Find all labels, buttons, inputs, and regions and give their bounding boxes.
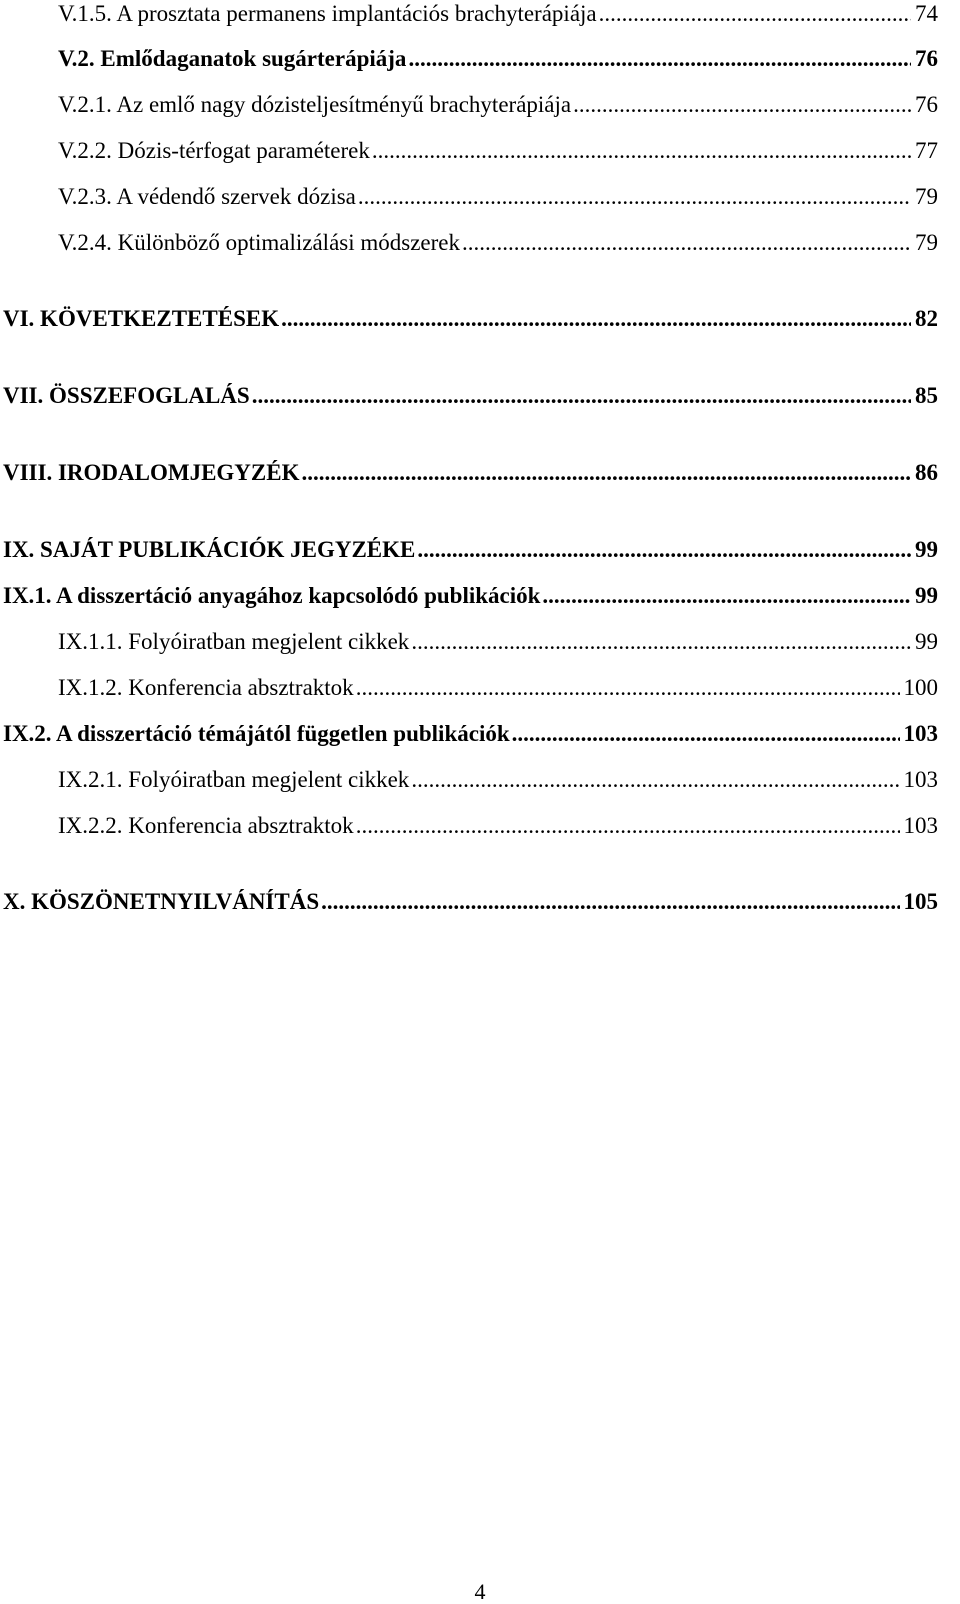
toc-entry: [58, 674, 938, 702]
toc-entry-title: IX.1. A disszertáció anyagához kapcsolódó publikációk: [3, 583, 541, 608]
toc-entry-page: 79: [915, 230, 938, 255]
toc-entry-title: X. KÖSZÖNETNYILVÁNÍTÁS: [3, 889, 320, 914]
toc-entry-page: 99: [915, 629, 938, 654]
toc-entry: [3, 459, 938, 487]
toc-entry: [58, 45, 938, 73]
toc-leader-dots: [512, 720, 900, 748]
toc-entry-title: IX.2.1. Folyóiratban megjelent cikkek: [58, 767, 410, 792]
toc-leader-dots: [281, 305, 911, 333]
toc-entry: [58, 229, 938, 257]
toc-entry: [58, 766, 938, 794]
toc-leader-dots: [599, 0, 911, 28]
toc-entry-title: V.2. Emlődaganatok sugárterápiája: [58, 46, 407, 71]
toc-entry: [58, 628, 938, 656]
toc-leader-dots: [372, 137, 911, 165]
toc-entry-title: VI. KÖVETKEZTETÉSEK: [3, 306, 280, 331]
toc-leader-dots: [252, 382, 911, 410]
toc-leader-dots: [411, 628, 911, 656]
page-number: 4: [474, 1579, 486, 1604]
toc-entry: [58, 183, 938, 211]
toc-entry: [58, 0, 938, 28]
toc-entry-page: 82: [915, 306, 938, 331]
toc-entry-page: 103: [903, 813, 938, 838]
toc-entry-title: IX.2.2. Konferencia absztraktok: [58, 813, 354, 838]
toc-entry: [58, 91, 938, 119]
toc-entry-title: V.2.1. Az emlő nagy dózisteljesítményű brachyterápiája: [58, 92, 572, 117]
toc-entry-title: V.2.2. Dózis-térfogat paraméterek: [58, 138, 370, 163]
toc-entry-title: IX.1.1. Folyóiratban megjelent cikkek: [58, 629, 410, 654]
toc-entry-title: VII. ÖSSZEFOGLALÁS: [3, 383, 250, 408]
toc-entry: [58, 812, 938, 840]
toc-entry: [3, 382, 938, 410]
toc-entry-title: IX.1.2. Konferencia absztraktok: [58, 675, 354, 700]
toc-entry-title: V.2.4. Különböző optimalizálási módszerek: [58, 230, 460, 255]
toc-leader-dots: [301, 459, 911, 487]
toc-leader-dots: [462, 229, 911, 257]
toc-entry-title: IX. SAJÁT PUBLIKÁCIÓK JEGYZÉKE: [3, 537, 416, 562]
toc-entry-title: V.2.3. A védendő szervek dózisa: [58, 184, 356, 209]
toc-entry-page: 74: [915, 1, 938, 26]
toc-entry: [58, 137, 938, 165]
toc-leader-dots: [542, 582, 911, 610]
toc-entry-title: V.1.5. A prosztata permanens implantációs brachyterápiája: [58, 1, 597, 26]
toc-leader-dots: [573, 91, 911, 119]
toc-leader-dots: [417, 536, 911, 564]
toc-leader-dots: [321, 888, 899, 916]
toc-entry-page: 99: [915, 583, 938, 608]
toc-entry-page: 86: [915, 460, 938, 485]
toc-leader-dots: [408, 45, 911, 73]
toc-leader-dots: [411, 766, 899, 794]
toc-entry: [3, 888, 938, 916]
toc-entry-page: 77: [915, 138, 938, 163]
toc-entry-page: 100: [903, 675, 938, 700]
toc-entry-page: 76: [915, 92, 938, 117]
toc-entry-page: 103: [903, 767, 938, 792]
toc-leader-dots: [358, 183, 911, 211]
toc-leader-dots: [356, 674, 900, 702]
toc-entry-page: 79: [915, 184, 938, 209]
toc-entry-title: IX.2. A disszertáció témájától független publikációk: [3, 721, 510, 746]
toc-entry: [3, 720, 938, 748]
toc-entry: [3, 305, 938, 333]
toc-entry-page: 85: [915, 383, 938, 408]
toc-entry-page: 76: [915, 46, 938, 71]
toc-entry: [3, 582, 938, 610]
toc-leader-dots: [356, 812, 900, 840]
toc-entry-page: 103: [903, 721, 938, 746]
toc-entry-title: VIII. IRODALOMJEGYZÉK: [3, 460, 300, 485]
toc-entry-page: 99: [915, 537, 938, 562]
toc-entry: [3, 536, 938, 564]
toc-entry-page: 105: [903, 889, 938, 914]
